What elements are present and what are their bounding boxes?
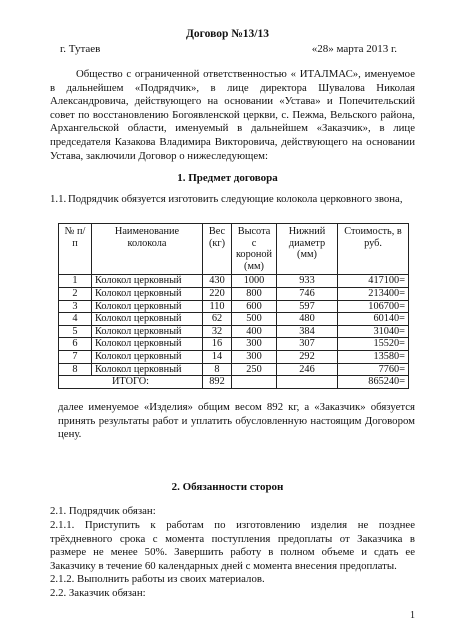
table-row <box>59 363 409 376</box>
cell-diameter: 384 <box>277 325 338 338</box>
cell-height: 400 <box>232 325 277 338</box>
clause-2-1: 2.1. Подрядчик обязан: <box>50 505 156 517</box>
table-row <box>59 275 409 288</box>
cell-diameter: 292 <box>277 350 338 363</box>
table-row <box>59 287 409 300</box>
cell-name: Колокол церковный <box>92 338 203 351</box>
clause-1-1 <box>50 193 415 207</box>
cell-weight: 430 <box>203 275 232 288</box>
col-header-weight: Вес (кг) <box>203 224 232 275</box>
table-row <box>59 300 409 313</box>
cell-cost: 417100= <box>338 275 409 288</box>
table-header-row <box>59 224 409 275</box>
cell-name: Колокол церковный <box>92 325 203 338</box>
cell-name: Колокол церковный <box>92 313 203 326</box>
table-row <box>59 338 409 351</box>
cell-cost: 7760= <box>338 363 409 376</box>
cell-cost: 213400= <box>338 287 409 300</box>
cell-number: 3 <box>59 300 92 313</box>
cell-number: 4 <box>59 313 92 326</box>
cell-weight: 220 <box>203 287 232 300</box>
empty-cell <box>232 376 277 389</box>
cell-height: 600 <box>232 300 277 313</box>
cell-weight: 62 <box>203 313 232 326</box>
cell-number: 1 <box>59 275 92 288</box>
cell-number: 6 <box>59 338 92 351</box>
total-weight: 892 <box>203 376 232 389</box>
cell-weight: 110 <box>203 300 232 313</box>
table-total-row <box>59 376 409 389</box>
cell-number: 5 <box>59 325 92 338</box>
section-1-title: 1. Предмет договора <box>177 172 278 184</box>
col-header-cost: Стоимость, в руб. <box>338 224 409 275</box>
cell-diameter: 480 <box>277 313 338 326</box>
cell-height: 300 <box>232 350 277 363</box>
cell-weight: 16 <box>203 338 232 351</box>
cell-cost: 31040= <box>338 325 409 338</box>
clause-2-2: 2.2. Заказчик обязан: <box>50 587 146 599</box>
clause-number: 1.1. <box>50 193 67 205</box>
cell-diameter: 597 <box>277 300 338 313</box>
cell-height: 250 <box>232 363 277 376</box>
col-header-name: Наименование колокола <box>92 224 203 275</box>
intro-paragraph: Общество с ограниченной ответственностью « ИТАЛМАС», именуемое в дальнейшем «Подрядчик», в лице директора Шувалова Николая Александровича, действующего на основании «Устава» и Попечительский совет по восстановлению Богоявленской церкви, с. Пежма, Вельского района, Архангельской области, именуемый в дальнейшем «Заказчик», в лице председателя Казакова Владимира Викторовича, действующего на основании Устава, заключили Договор о нижеследующем: <box>50 68 415 162</box>
contract-city: г. Тутаев <box>60 43 101 55</box>
after-table-paragraph: далее именуемое «Изделия» общим весом 892 кг, а «Заказчик» обязуется принять результаты работ и уплатить обусловленную настоящим Договором цену. <box>58 401 415 441</box>
cell-diameter: 307 <box>277 338 338 351</box>
cell-cost: 60140= <box>338 313 409 326</box>
cell-name: Колокол церковный <box>92 363 203 376</box>
cell-cost: 13580= <box>338 350 409 363</box>
cell-cost: 106700= <box>338 300 409 313</box>
contract-title: Договор №13/13 <box>186 28 269 40</box>
cell-height: 800 <box>232 287 277 300</box>
empty-cell <box>277 376 338 389</box>
cell-cost: 15520= <box>338 338 409 351</box>
cell-weight: 8 <box>203 363 232 376</box>
cell-diameter: 746 <box>277 287 338 300</box>
total-cost: 865240= <box>338 376 409 389</box>
page-number: 1 <box>410 610 415 621</box>
clause-text: Подрядчик обязуется изготовить следующие колокола церковного звона, <box>68 193 403 205</box>
cell-name: Колокол церковный <box>92 275 203 288</box>
cell-number: 8 <box>59 363 92 376</box>
cell-number: 2 <box>59 287 92 300</box>
cell-name: Колокол церковный <box>92 300 203 313</box>
cell-name: Колокол церковный <box>92 287 203 300</box>
table-row <box>59 325 409 338</box>
col-header-height: Высота с короной (мм) <box>232 224 277 275</box>
clause-2-1-2: 2.1.2. Выполнить работы из своих материалов. <box>50 573 265 585</box>
cell-height: 300 <box>232 338 277 351</box>
col-header-diameter: Нижний диаметр (мм) <box>277 224 338 275</box>
cell-height: 500 <box>232 313 277 326</box>
cell-number: 7 <box>59 350 92 363</box>
table-row <box>59 313 409 326</box>
total-label: ИТОГО: <box>59 376 203 389</box>
contract-date: «28» марта 2013 г. <box>311 43 397 55</box>
section-2-title: 2. Обязанности сторон <box>171 481 284 493</box>
cell-name: Колокол церковный <box>92 350 203 363</box>
cell-weight: 14 <box>203 350 232 363</box>
bells-table <box>58 223 409 389</box>
cell-height: 1000 <box>232 275 277 288</box>
cell-diameter: 933 <box>277 275 338 288</box>
cell-weight: 32 <box>203 325 232 338</box>
clause-2-1-1: 2.1.1. Приступить к работам по изготовлению изделия не позднее трёхдневного срока с момента поступления предоплаты от Заказчика в размере не менее 50%. Завершить работу в полном объеме и сдать ее Заказчику в течение 60 календарных дней с момента внесения предоплаты. <box>50 519 415 572</box>
table-row <box>59 350 409 363</box>
cell-diameter: 246 <box>277 363 338 376</box>
col-header-number: № п/п <box>59 224 92 275</box>
